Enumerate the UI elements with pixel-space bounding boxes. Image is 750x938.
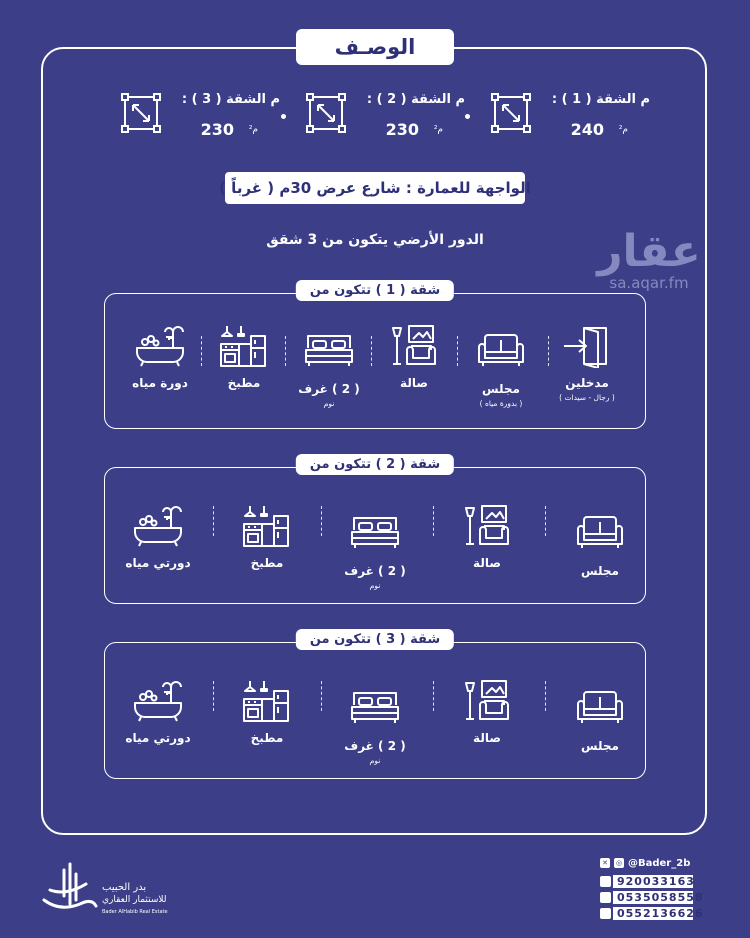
apartment-3-title: شقة ( 3 ) تتكون من [296,629,454,650]
x-twitter-icon: ✕ [600,858,610,868]
feature-label: دورة مياه [132,376,188,390]
dashed-separator [545,681,546,711]
feature-entrances [542,324,632,402]
entrance-icon [562,324,612,368]
page-title: الوصـف [296,29,454,65]
feature-label: ( 2 ) غرف [298,382,360,396]
dashed-separator [321,681,322,711]
feature-label: صالة [473,731,501,745]
feature-label: مطبخ [250,731,284,745]
apartment-2-card [104,457,646,604]
kitchen-icon [219,324,269,368]
kitchen-icon [242,504,292,548]
bathtub-icon [133,504,183,548]
feature-sublabel: ( رجال - سيدات ) [559,393,615,402]
area-value: 240 [570,120,604,139]
apartment-1-card [104,283,646,429]
feature-kitchen [222,504,312,570]
feature-label: مطبخ [250,556,284,570]
feature-bedrooms [330,514,420,590]
divider-dot [465,114,470,119]
feature-label: مجلس [581,739,619,753]
area-apartment-2 [295,86,465,144]
company-logo [40,860,190,920]
area-unit: م² [433,125,443,135]
feature-majlis [456,332,546,408]
dashed-separator [213,681,214,711]
bed-icon [350,689,400,725]
phone-icon [600,908,611,919]
instagram-icon: ◎ [615,859,623,867]
apartment-1-title: شقة ( 1 ) تتكون من [296,280,454,301]
phone-number[interactable]: 0552136626 [613,907,693,920]
dashed-separator [548,336,549,366]
living-room-icon [389,324,439,368]
dashed-separator [433,681,434,711]
sofa-icon [575,514,625,550]
area-label: م الشقة ( 2 ) : [366,92,465,107]
brand-subtitle: للاستثمار العقاري [102,895,167,905]
feature-label: مجلس [482,382,520,396]
area-apartment-1 [480,86,650,144]
feature-hall [369,324,459,390]
feature-label: دورتي مياه [125,556,191,570]
feature-label: مطبخ [227,376,261,390]
dashed-separator [433,506,434,536]
calligraphy-logo-mark [40,860,98,920]
social-handle[interactable]: @Bader_2b [628,857,691,869]
phone-number[interactable]: 920033163 [613,875,693,888]
area-apartment-3 [110,86,280,144]
feature-label: صالة [473,556,501,570]
feature-sublabel: ( بدورة مياه ) [479,399,523,408]
dashed-separator [213,506,214,536]
feature-bedrooms [330,689,420,765]
feature-label: ( 2 ) غرف [344,739,406,753]
brand-english: Bader AlHabib Real Estate [102,909,168,915]
feature-majlis [555,689,645,753]
bed-icon [350,514,400,550]
feature-kitchen [199,324,289,390]
feature-bathrooms [113,679,203,745]
aqar-logo-text: عقار [597,226,701,277]
contact-info [600,856,710,922]
feature-sublabel: نوم [369,581,381,590]
phone-row [600,874,710,888]
area-measure-icon [305,92,347,134]
apartment-2-title: شقة ( 2 ) تتكون من [296,454,454,475]
feature-bedrooms [284,332,374,408]
phone-row [600,906,710,920]
feature-kitchen [222,679,312,745]
feature-sublabel: نوم [323,399,335,408]
area-measure-icon [490,92,532,134]
feature-label: مدخلين [565,376,609,390]
area-label: م الشقة ( 1 ) : [551,92,650,107]
feature-label: صالة [400,376,428,390]
phone-icon [600,876,611,887]
divider-dot [281,114,286,119]
phone-row [600,890,710,904]
kitchen-icon [242,679,292,723]
feature-hall [442,504,532,570]
brand-name: بدر الحبيب [102,882,147,893]
apartment-areas [100,86,650,144]
bathtub-icon [133,679,183,723]
feature-label: ( 2 ) غرف [344,564,406,578]
area-label: م الشقة ( 3 ) : [181,92,280,107]
feature-label: دورتي مياه [125,731,191,745]
apartment-3-card [104,632,646,779]
feature-label: مجلس [581,564,619,578]
social-handle-row [600,856,710,870]
bed-icon [304,332,354,368]
living-room-icon [462,679,512,723]
facade-info: الواجهة للعمارة : شارع عرض 30م ( غرباً ) [225,172,525,204]
feature-sublabel: نوم [369,756,381,765]
phone-number[interactable]: 0535058558 [613,891,693,904]
aqar-url: sa.aqar.fm [609,274,689,292]
area-unit: م² [248,125,258,135]
feature-bathroom [115,324,205,390]
area-value: 230 [200,120,234,139]
area-value: 230 [385,120,419,139]
aqar-watermark [596,228,702,292]
dashed-separator [545,506,546,536]
feature-bathrooms [113,504,203,570]
phone-icon [600,892,611,903]
sofa-icon [476,332,526,368]
living-room-icon [462,504,512,548]
feature-hall [442,679,532,745]
area-unit: م² [618,125,628,135]
feature-majlis [555,514,645,578]
sofa-icon [575,689,625,725]
dashed-separator [321,506,322,536]
ground-floor-info: الدور الأرضي يتكون من 3 شقق [266,232,484,248]
area-measure-icon [120,92,162,134]
bathtub-icon [135,324,185,368]
